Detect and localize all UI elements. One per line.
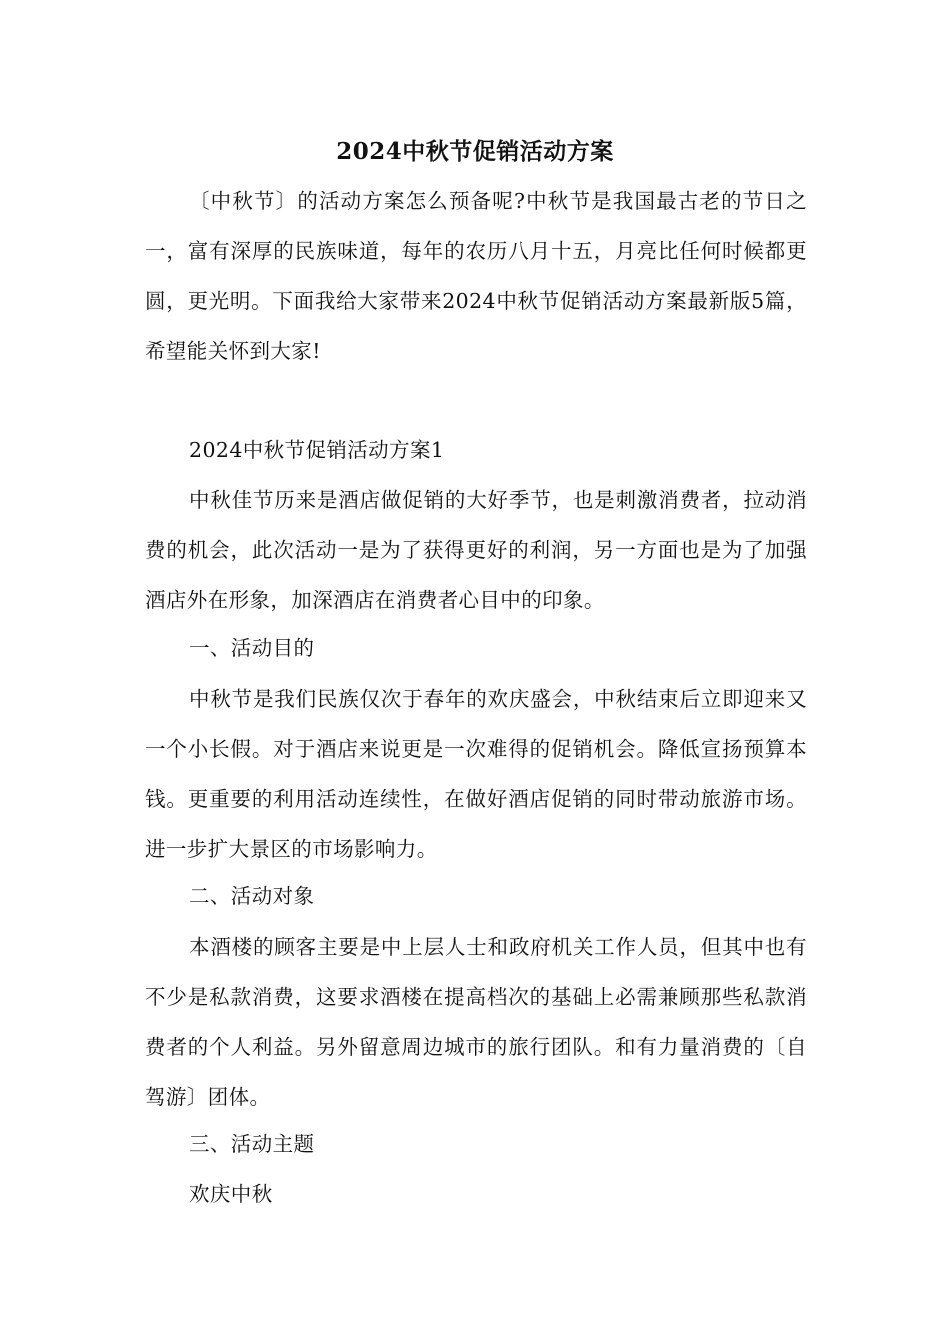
- intro-paragraph: 〔中秋节〕的活动方案怎么预备呢?中秋节是我国最古老的节日之一，富有深厚的民族味道，每年的农历八月十五，月亮比任何时候都更圆，更光明。下面我给大家带来2024中秋节促销活动方案最新版5篇，希望能关怀到大家!: [145, 189, 807, 363]
- target-paragraph: 本酒楼的顾客主要是中上层人士和政府机关工作人员，但其中也有不少是私款消费，这要求酒楼在提高档次的基础上必需兼顾那些私款消费者的个人利益。另外留意周边城市的旅行团队。和有力量消费的〔自驾游〕团体。: [145, 935, 807, 1109]
- section-intro-paragraph: 中秋佳节历来是酒店做促销的大好季节，也是刺激消费者，拉动消费的机会，此次活动一是为了获得更好的利润，另一方面也是为了加强酒店外在形象，加深酒店在消费者心目中的印象。: [145, 488, 807, 612]
- heading-purpose: 一、活动目的: [189, 636, 315, 660]
- heading-target: 二、活动对象: [189, 884, 315, 908]
- theme-text: 欢庆中秋: [189, 1182, 273, 1206]
- document-title: 2024中秋节促销活动方案: [336, 138, 614, 165]
- purpose-paragraph: 中秋节是我们民族仅次于春年的欢庆盛会，中秋结束后立即迎来又一个小长假。对于酒店来说更是一次难得的促销机会。降低宣扬预算本钱。更重要的利用活动连续性，在做好酒店促销的同时带动旅游市场。进一步扩大景区的市场影响力。: [145, 687, 807, 861]
- section-title: 2024中秋节促销活动方案1: [189, 438, 445, 462]
- heading-theme: 三、活动主题: [189, 1132, 315, 1156]
